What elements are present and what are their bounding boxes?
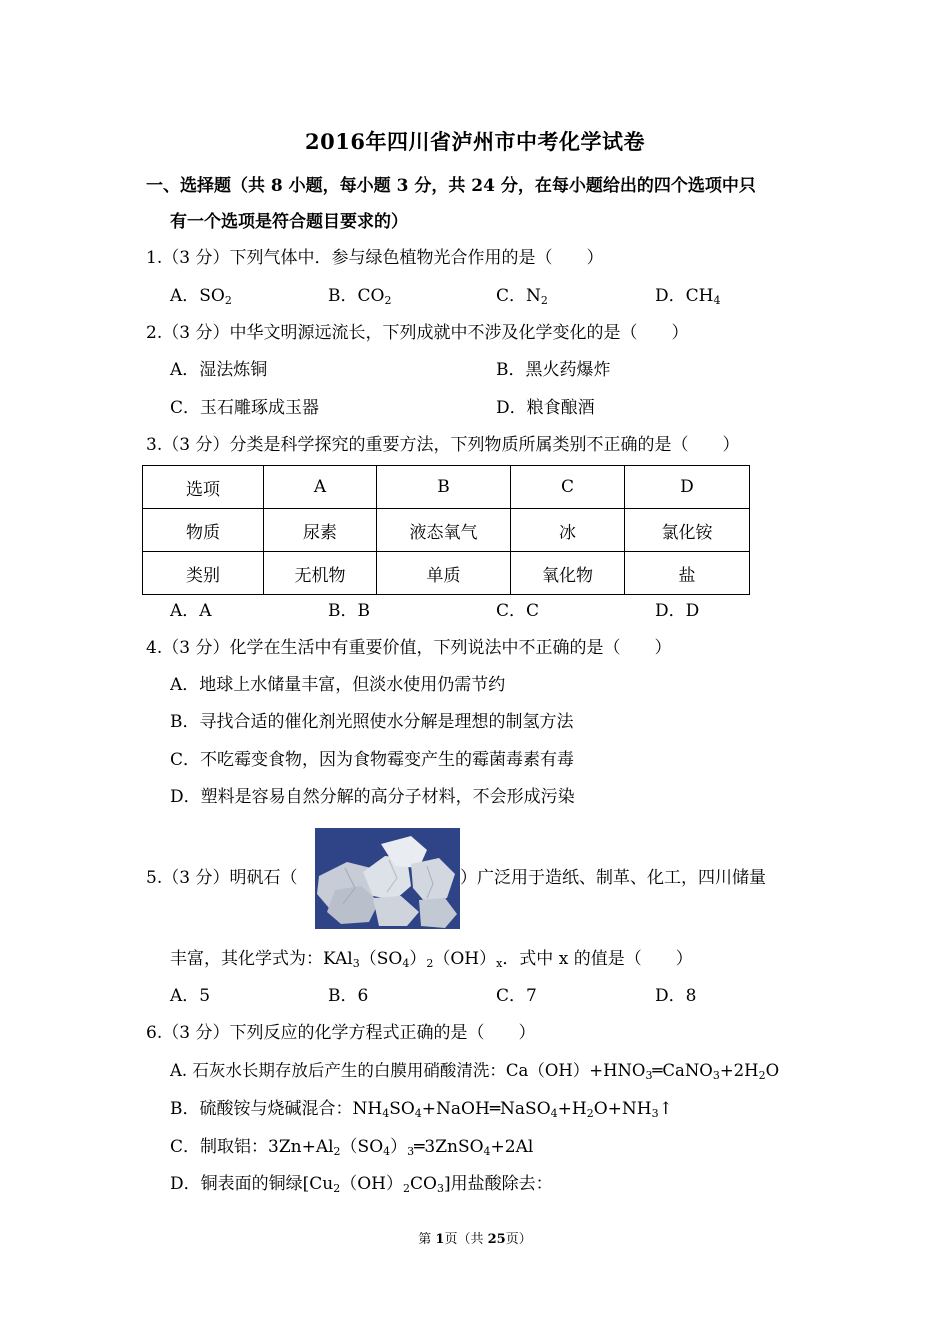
page-footer: 第 1页（共 25页）	[418, 1232, 532, 1247]
question-5-option-c: C．7	[496, 986, 537, 1006]
question-6-option-b: B．硫酸铵与烧碱混合：$NH_4SO_4+NaOH═NaSO_4+H_2O+NH_3↑$	[170, 1099, 673, 1120]
table-cell: 氯化铵	[625, 509, 750, 552]
question-5-formula-line: 丰富，其化学式为：$KAl_3(SO_4)_2(OH)_x$．式中 x 的值是（ ）	[170, 949, 693, 970]
table-cell: B	[377, 466, 511, 509]
table-cell: 冰	[511, 509, 625, 552]
question-6-option-d: D．铜表面的铜绿$[Cu_2(OH)_2CO_3]$用盐酸除去：	[170, 1174, 553, 1195]
table-cell: 类别	[143, 552, 264, 595]
question-5-stem-end: ）广泛用于造纸、制革、化工，四川储量	[460, 868, 766, 888]
table-row	[143, 466, 750, 509]
table-row	[143, 552, 750, 595]
question-5-option-d: D．8	[655, 986, 697, 1006]
question-5-option-b: B．6	[328, 986, 369, 1006]
question-2-stem: 2.（3 分）中华文明源远流长，下列成就中不涉及化学变化的是（ ）	[146, 323, 689, 343]
table-cell: 尿素	[264, 509, 377, 552]
question-6-stem: 6.（3 分）下列反应的化学方程式正确的是（ ）	[146, 1023, 536, 1043]
table-cell: D	[625, 466, 750, 509]
question-3-option-b: B．B	[328, 601, 370, 621]
question-5-option-a: A．5	[170, 986, 211, 1006]
question-2-option-b: B．黑火药爆炸	[496, 360, 611, 380]
question-3-option-c: C．C	[496, 601, 540, 621]
question-3-stem: 3.（3 分）分类是科学探究的重要方法，下列物质所属类别不正确的是（ ）	[146, 435, 740, 455]
question-2-option-d: D．粮食酿酒	[496, 398, 595, 418]
page-title: 2016年四川省泸州市中考化学试卷	[305, 129, 645, 154]
section-heading-cont: 有一个选项是符合题目要求的）	[170, 212, 408, 232]
table-cell: A	[264, 466, 377, 509]
question-2-option-a: A．湿法炼铜	[170, 360, 268, 380]
question-3-option-a: A．A	[170, 601, 212, 621]
table-cell: 物质	[143, 509, 264, 552]
question-4-stem: 4.（3 分）化学在生活中有重要价值，下列说法中不正确的是（ ）	[146, 638, 672, 658]
question-5-stem-start: 5.（3 分）明矾石（	[146, 868, 298, 888]
question-1-option-d: D．$CH_4$	[655, 286, 721, 307]
table-row	[143, 509, 750, 552]
table-cell: 氧化物	[511, 552, 625, 595]
question-4-option-d: D．塑料是容易自然分解的高分子材料，不会形成污染	[170, 787, 575, 807]
question-1-option-a: A．$SO_2$	[170, 286, 232, 307]
question-1-option-b: B．$CO_2$	[328, 286, 392, 307]
question-4-option-a: A．地球上水储量丰富，但淡水使用仍需节约	[170, 675, 506, 695]
question-3-table	[142, 465, 750, 595]
table-cell: 无机物	[264, 552, 377, 595]
question-1-option-c: C．$N_2$	[496, 286, 548, 307]
alum-stone-image	[315, 828, 460, 929]
question-2-option-c: C．玉石雕琢成玉器	[170, 398, 320, 418]
question-4-option-b: B．寻找合适的催化剂光照使水分解是理想的制氢方法	[170, 712, 574, 732]
question-4-option-c: C．不吃霉变食物，因为食物霉变产生的霉菌毒素有毒	[170, 750, 575, 770]
question-3-option-d: D．D	[655, 601, 700, 621]
table-cell: 液态氧气	[377, 509, 511, 552]
section-heading: 一、选择题（共 8 小题，每小题 3 分，共 24 分，在每小题给出的四个选项中只	[146, 176, 756, 196]
alum-stone-photo	[315, 828, 460, 929]
question-6-option-c: C．制取铝：$3Zn+Al_2(SO_4)_3═3ZnSO_4+2Al$	[170, 1137, 534, 1158]
table-cell: 选项	[143, 466, 264, 509]
table-cell: C	[511, 466, 625, 509]
question-1-stem: 1.（3 分）下列气体中．参与绿色植物光合作用的是（ ）	[146, 248, 604, 268]
question-6-option-a: A. 石灰水长期存放后产生的白膜用硝酸清洗：$Ca(OH)+HNO_3═CaNO_3+2H_2O$	[170, 1061, 780, 1082]
table-cell: 单质	[377, 552, 511, 595]
table-cell: 盐	[625, 552, 750, 595]
